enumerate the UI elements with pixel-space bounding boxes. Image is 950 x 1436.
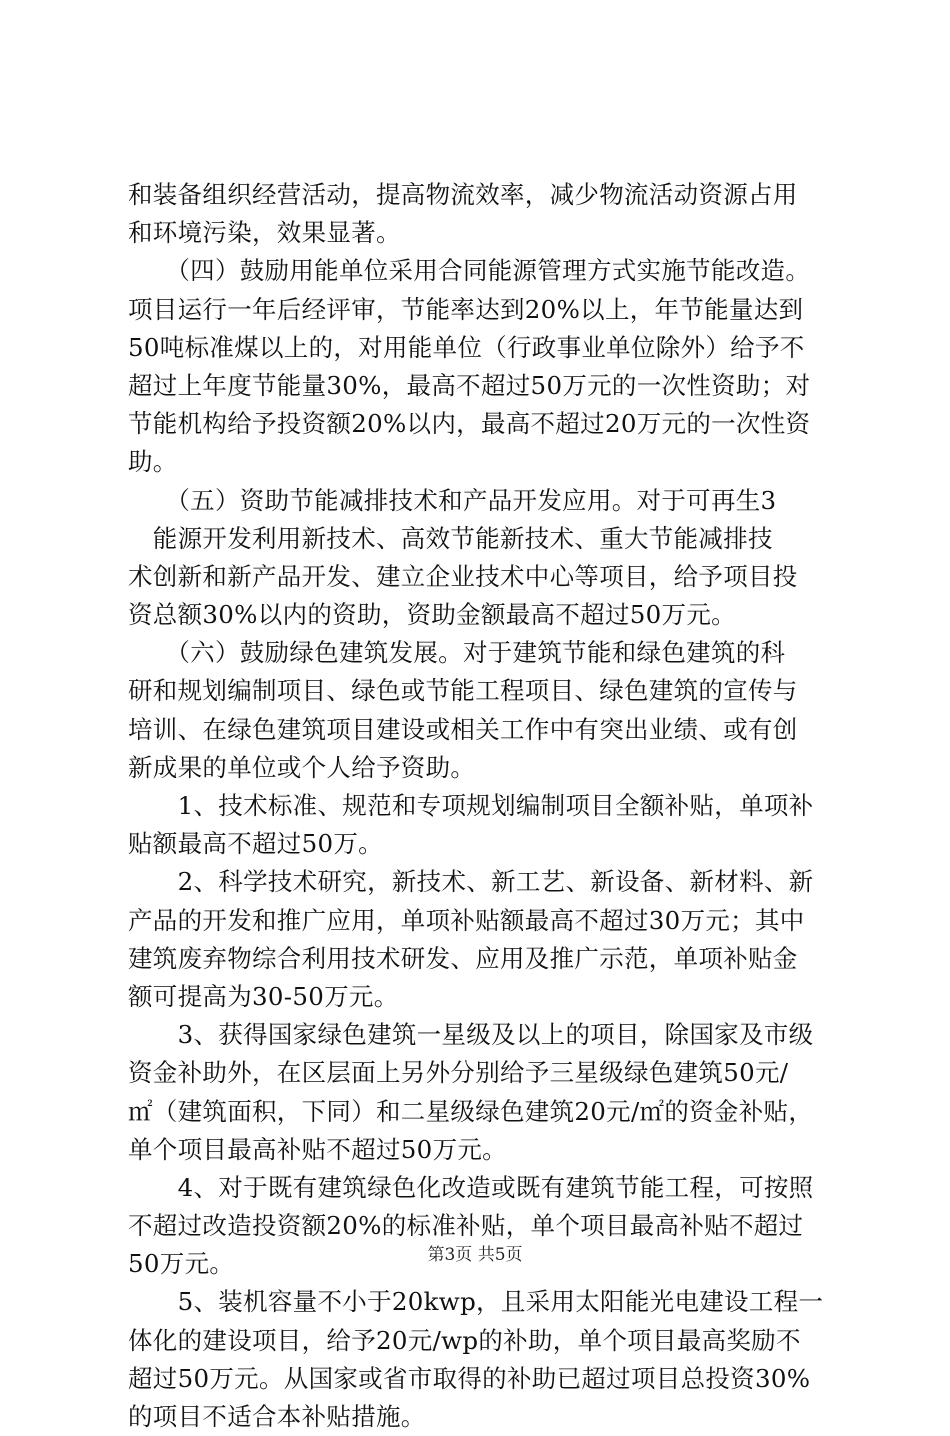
text-line: 资总额30%以内的资助，资助金额最高不超过50万元。	[128, 600, 736, 630]
text-line: 资金补助外，在区层面上另外分别给予三星级绿色建筑50元/	[128, 1058, 789, 1088]
text-line: （五）资助节能减排技术和产品开发应用。对于可再生3	[128, 485, 777, 515]
text-line: 和环境污染，效果显著。	[128, 218, 401, 248]
text-line: 5、装机容量不小于20kwp，且采用太阳能光电建设工程一	[128, 1287, 824, 1317]
text-line: 产品的开发和推广应用，单项补贴额最高不超过30万元；其中	[128, 905, 805, 935]
text-line: 助。	[128, 447, 178, 477]
text-line: 4、对于既有建筑绿色化改造或既有建筑节能工程，可按照	[128, 1172, 814, 1202]
text-line: 1、技术标准、规范和专项规划编制项目全额补贴，单项补	[128, 791, 814, 820]
text-line: 的项目不适合本补贴措施。	[128, 1402, 426, 1431]
text-line: （六）鼓励绿色建筑发展。对于建筑节能和绿色建筑的科	[128, 638, 786, 668]
text-line: 不超过改造投资额20%的标准补贴，单个项目最高补贴不超过	[128, 1211, 804, 1241]
text-line: 建筑废弃物综合利用技术研发、应用及推广示范，单项补贴金	[128, 943, 798, 973]
text-line: 贴额最高不超过50万。	[128, 829, 383, 859]
text-line: 能源开发利用新技术、高效节能新技术、重大节能减排技	[128, 523, 773, 553]
text-line: 3、获得国家绿色建筑一星级及以上的项目，除国家及市级	[128, 1020, 814, 1050]
text-line: 超过上年度节能量30%，最高不超过50万元的一次性资助；对	[128, 370, 811, 400]
text-line: 和装备组织经营活动，提高物流效率，减少物流活动资源占用	[128, 180, 798, 209]
text-line: 项目运行一年后经评审，节能率达到20%以上，年节能量达到	[128, 294, 804, 324]
text-line: 体化的建设项目，给予20元/wp的补助，单个项目最高奖励不	[128, 1325, 801, 1355]
text-line: 术创新和新产品开发、建立企业技术中心等项目，给予项目投	[128, 561, 798, 591]
text-line: （四）鼓励用能单位采用合同能源管理方式实施节能改造。	[128, 256, 811, 286]
text-line: 50吨标准煤以上的，对用能单位（行政事业单位除外）给予不	[128, 332, 805, 362]
text-line: 单个项目最高补贴不超过50万元。	[128, 1134, 507, 1164]
text-line: 研和规划编制项目、绿色或节能工程项目、绿色建筑的宣传与	[128, 676, 798, 706]
text-line: 节能机构给予投资额20%以内，最高不超过20万元的一次性资	[128, 409, 811, 439]
page-footer: 第3页 共5页	[427, 1245, 523, 1265]
text-line: 超过50万元。从国家或省市取得的补助已超过项目总投资30%	[128, 1363, 811, 1393]
text-line: 50万元。	[128, 1249, 235, 1279]
text-line: 培训、在绿色建筑项目建设或相关工作中有突出业绩、或有创	[128, 714, 798, 744]
text-line: 新成果的单位或个人给予资助。	[128, 752, 476, 782]
text-line: ㎡（建筑面积，下同）和二星级绿色建筑20元/㎡的资金补贴，	[128, 1096, 814, 1126]
text-line: 2、科学技术研究，新技术、新工艺、新设备、新材料、新	[128, 867, 814, 897]
text-line: 额可提高为30-50万元。	[128, 981, 399, 1011]
